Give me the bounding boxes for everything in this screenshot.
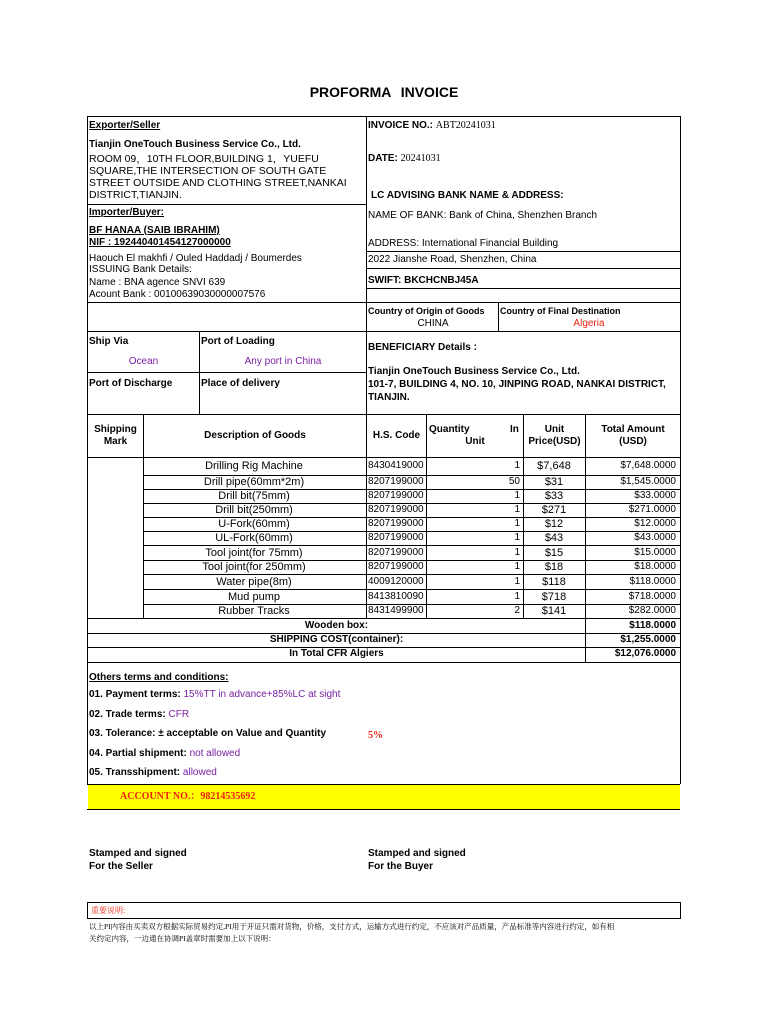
table-row	[88, 560, 680, 574]
beneficiary-address-1: 101-7, BUILDING 4, NO. 10, JINPING ROAD, NANKAI DISTRICT,	[368, 379, 666, 390]
buyer-label: For the Buyer	[368, 861, 434, 872]
ship-via-value: Ocean	[128, 356, 159, 367]
origin-value: CHINA	[417, 318, 449, 329]
port-loading-value: Any port in China	[244, 356, 322, 367]
table-row	[88, 489, 680, 503]
account-number: ACCOUNT NO.：98214535692	[120, 791, 256, 802]
port-loading-label: Port of Loading	[201, 336, 275, 347]
row-total: $718.0000	[628, 591, 676, 602]
row-quantity: 1	[514, 490, 520, 501]
row-hs-code: 4009120000	[368, 576, 424, 587]
table-row	[88, 604, 680, 618]
term-partial-value: not allowed	[189, 748, 241, 759]
row-hs-code: 8430419000	[368, 460, 424, 471]
importer-name: BF HANAA (SAIB IBRAHIM)	[89, 225, 220, 236]
row-quantity: 1	[514, 518, 520, 529]
header-mark: Mark	[103, 436, 128, 447]
seller-label: For the Seller	[89, 861, 153, 872]
lc-swift: SWIFT: BKCHCNBJ45A	[368, 275, 479, 286]
issuing-bank-name: Name : BNA agence SNVI 639	[89, 277, 226, 288]
row-quantity: 1	[514, 591, 520, 602]
row-unit-price: $118	[542, 576, 566, 588]
term-transshipment-label: 05. Transshipment:	[89, 767, 181, 778]
origin-label: Country of Origin of Goods	[368, 306, 485, 316]
row-quantity: 1	[514, 547, 520, 558]
lc-bank-address-2: 2022 Jianshe Road, Shenzhen, China	[368, 254, 537, 265]
exporter-address-4: DISTRICT,TIANJIN.	[89, 189, 182, 201]
row-hs-code: 8431499900	[368, 605, 424, 616]
term-payment-label: 01. Payment terms:	[89, 689, 181, 700]
lc-bank-name: NAME OF BANK: Bank of China, Shenzhen Branch	[368, 210, 597, 221]
term-partial-label: 04. Partial shipment:	[89, 748, 187, 759]
row-total: $118.0000	[629, 576, 676, 587]
row-quantity: 2	[514, 605, 520, 616]
row-total: $7,648.0000	[620, 460, 676, 471]
row-unit-price: $141	[541, 605, 567, 617]
issuing-bank-account: Acount Bank : 00100639030000007576	[89, 289, 266, 300]
row-total: $1,545.0000	[620, 476, 676, 487]
row-quantity: 1	[514, 532, 520, 543]
table-row	[88, 575, 680, 589]
row-description: U-Fork(60mm)	[218, 518, 290, 530]
invoice-date	[368, 153, 441, 165]
row-total: $15.0000	[634, 547, 676, 558]
term-trade-label: 02. Trade terms:	[89, 709, 166, 720]
invoice-number-value: ABT20241031	[435, 120, 496, 131]
table-row	[88, 503, 680, 517]
row-description: Drill pipe(60mm*2m)	[203, 476, 305, 488]
importer-address: Haouch El makhfi / Ouled Haddadj / Boumerdes	[89, 253, 302, 264]
term-transshipment	[89, 767, 217, 779]
row-hs-code: 8207199000	[368, 532, 424, 543]
exporter-address-2: SQUARE,THE INTERSECTION OF SOUTH GATE	[89, 165, 327, 177]
issuing-bank-heading: ISSUING Bank Details:	[89, 264, 192, 275]
row-hs-code: 8413810090	[368, 591, 424, 602]
exporter-heading: Exporter/Seller	[89, 120, 161, 131]
row-unit-price: $718	[541, 591, 567, 603]
header-total: Total Amount	[601, 424, 665, 435]
beneficiary-name: Tianjin OneTouch Business Service Co., Ltd.	[368, 366, 580, 377]
invoice-date-label: DATE:	[368, 153, 398, 164]
table-row	[88, 459, 680, 473]
header-quantity-in: In	[510, 424, 519, 435]
row-unit-price: $31	[544, 476, 564, 488]
destination-value: Algeria	[573, 318, 605, 329]
wooden-box-value: $118.0000	[629, 620, 676, 631]
row-total: $43.0000	[634, 532, 676, 543]
total-label: In Total CFR Algiers	[289, 648, 384, 659]
term-tolerance-label: 03. Tolerance: ± acceptable on Value and Quantity	[89, 728, 327, 739]
term-partial	[89, 748, 240, 760]
lc-advising-heading: LC ADVISING BANK NAME & ADDRESS:	[371, 190, 564, 201]
row-description: UL-Fork(60mm)	[215, 532, 293, 544]
row-description: Drill bit(75mm)	[218, 490, 290, 502]
term-trade-value: CFR	[168, 709, 190, 720]
header-quantity: Quantity	[429, 424, 470, 435]
row-description: Drilling Rig Machine	[205, 460, 303, 472]
row-hs-code: 8207199000	[368, 561, 424, 572]
row-quantity: 1	[514, 561, 520, 572]
row-unit-price: $18	[544, 561, 564, 573]
table-row	[88, 590, 680, 604]
row-hs-code: 8207199000	[368, 504, 424, 515]
term-transshipment-value: allowed	[182, 767, 217, 778]
header-shipping: Shipping	[94, 424, 137, 435]
row-quantity: 50	[508, 476, 520, 487]
row-hs-code: 8207199000	[368, 547, 424, 558]
invoice-number	[368, 120, 496, 132]
exporter-address-1: ROOM 09，10TH FLOOR,BUILDING 1，YUEFU	[89, 153, 319, 165]
header-quantity-unit: Unit	[465, 436, 485, 447]
row-description: Rubber Tracks	[218, 605, 290, 617]
page-title: PROFORMA INVOICE	[309, 84, 459, 100]
row-hs-code: 8207199000	[368, 490, 424, 501]
row-hs-code: 8207199000	[368, 518, 424, 529]
exporter-name: Tianjin OneTouch Business Service Co., Ltd.	[89, 139, 301, 150]
ship-via-label: Ship Via	[89, 336, 129, 347]
place-delivery-label: Place of delivery	[201, 378, 280, 389]
row-description: Tool joint(for 250mm)	[202, 561, 306, 573]
notes-line-1: 以上PI内容由买卖双方根据实际贸易约定,PI用于开证只需对货物，价格，支付方式，运输方式进行约定，不应该对产品质量，产品标准等内容进行约定，如有相	[89, 922, 615, 931]
row-unit-price: $43	[544, 532, 564, 544]
invoice-date-value: 20241031	[400, 153, 441, 164]
row-description: Water pipe(8m)	[216, 576, 292, 588]
importer-heading: Importer/Buyer:	[89, 207, 165, 218]
beneficiary-heading: BENEFICIARY Details :	[368, 342, 477, 353]
row-unit-price: $15	[544, 547, 564, 559]
row-total: $18.0000	[634, 561, 676, 572]
row-unit-price: $271	[541, 504, 567, 516]
row-unit-price: $33	[544, 490, 564, 502]
port-discharge-label: Port of Discharge	[89, 378, 173, 389]
seller-stamp: Stamped and signed	[89, 848, 187, 859]
term-tolerance-value: 5%	[368, 730, 383, 741]
wooden-box-label: Wooden box:	[304, 620, 369, 631]
header-total-usd: (USD)	[619, 436, 647, 447]
table-row	[88, 475, 680, 489]
row-description: Drill bit(250mm)	[215, 504, 293, 516]
row-hs-code: 8207199000	[368, 476, 424, 487]
term-payment-value: 15%TT in advance+85%LC at sight	[183, 689, 341, 700]
header-hs-code: H.S. Code	[372, 430, 421, 441]
term-payment	[89, 689, 340, 701]
terms-heading: Others terms and conditions:	[89, 672, 229, 683]
notes-box	[87, 902, 681, 919]
term-trade	[89, 709, 189, 721]
header-description: Description of Goods	[204, 430, 306, 441]
row-total: $282.0000	[628, 605, 676, 616]
table-row	[88, 531, 680, 545]
row-quantity: 1	[514, 460, 520, 471]
header-unit-price: Price(USD)	[528, 436, 581, 447]
row-description: Mud pump	[228, 591, 280, 603]
table-row	[88, 517, 680, 531]
row-total: $271.0000	[628, 504, 676, 515]
account-highlight	[88, 785, 680, 809]
row-quantity: 1	[514, 504, 520, 515]
table-row	[88, 546, 680, 560]
invoice-number-label: INVOICE NO.:	[368, 120, 434, 131]
exporter-address-3: STREET OUTSIDE AND CLOTHING STREET,NANKAI	[89, 177, 347, 189]
row-unit-price: $7,648	[537, 460, 571, 472]
buyer-stamp: Stamped and signed	[368, 848, 466, 859]
importer-nif: NIF : 192440401454127000000	[89, 237, 231, 248]
row-total: $33.0000	[634, 490, 676, 501]
row-quantity: 1	[514, 576, 520, 587]
notes-heading: 重要说明:	[91, 906, 126, 915]
lc-bank-address-1: ADDRESS: International Financial Building	[368, 238, 559, 249]
header-unit: Unit	[544, 424, 565, 435]
notes-line-2: 关约定内容，一边通在协调PI盖章时需要加上以下说明：	[89, 934, 276, 943]
row-description: Tool joint(for 75mm)	[205, 547, 303, 559]
row-unit-price: $12	[544, 518, 564, 530]
shipping-cost-value: $1,255.0000	[620, 634, 676, 645]
row-total: $12.0000	[634, 518, 676, 529]
beneficiary-address-2: TIANJIN.	[368, 392, 410, 403]
destination-label: Country of Final Destination	[500, 306, 621, 316]
total-value: $12,076.0000	[614, 648, 676, 659]
shipping-cost-label: SHIPPING COST(container):	[269, 634, 404, 645]
